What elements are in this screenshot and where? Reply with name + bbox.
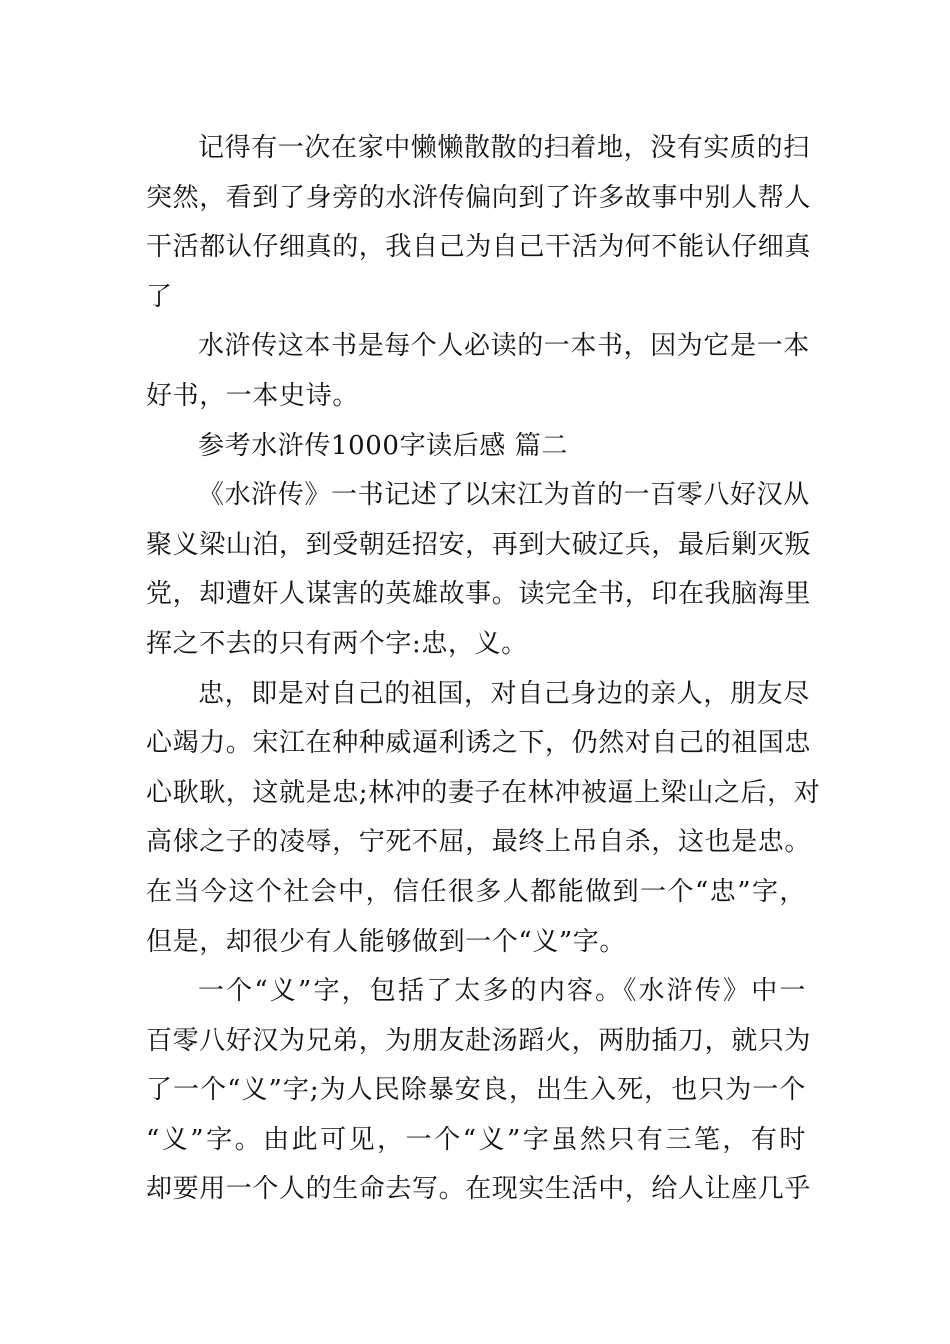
text-line: 心耿耿，这就是忠;林冲的妻子在林冲被逼上梁山之后，对 — [146, 777, 821, 808]
text-line: 党，却遭奸人谋害的英雄故事。读完全书，印在我脑海里 — [146, 579, 812, 610]
text-line: 忠，即是对自己的祖国，对自己身边的亲人，朋友尽 — [198, 678, 810, 709]
text-line: 百零八好汉为兄弟，为朋友赴汤蹈火，两肋插刀，就只为 — [146, 1025, 812, 1056]
text-line: 水浒传这本书是每个人必读的一本书，因为它是一本 — [198, 331, 810, 362]
text-line: 心竭力。宋江在种种威逼利诱之下，仍然对自己的祖国忠 — [146, 728, 812, 759]
text-line: 突然，看到了身旁的水浒传偏向到了许多故事中别人帮人 — [146, 182, 812, 213]
text-line: 记得有一次在家中懒懒散散的扫着地，没有实质的扫 — [198, 133, 810, 163]
document-body — [146, 124, 821, 1215]
text-line: 了 — [146, 281, 173, 312]
text-line: 一个“义”字，包括了太多的内容。《水浒传》中一 — [198, 976, 806, 1007]
text-line: 挥之不去的只有两个字:忠，义。 — [146, 628, 528, 659]
text-line: 干活都认仔细真的，我自己为自己干活为何不能认仔细真 — [146, 232, 812, 263]
text-line: “义”字。由此可见，一个“义”字虽然只有三笔，有时 — [146, 1124, 806, 1155]
text-line: 聚义梁山泊，到受朝廷招安，再到大破辽兵，最后剿灭叛 — [146, 529, 812, 560]
text-line: 好书，一本史诗。 — [146, 380, 359, 411]
text-line: 了一个“义”字;为人民除暴安良，出生入死，也只为一个 — [146, 1075, 806, 1106]
text-line: 在当今这个社会中，信任很多人都能做到一个“忠”字， — [146, 876, 806, 907]
text-line: 却要用一个人的生命去写。在现实生活中，给人让座几乎 — [146, 1174, 812, 1205]
text-line: 高俅之子的凌辱，宁死不屈，最终上吊自杀，这也是忠。 — [146, 827, 812, 858]
text-line: 《水浒传》一书记述了以宋江为首的一百零八好汉从 — [198, 480, 810, 511]
section-heading: 参考水浒传1000字读后感 篇二 — [198, 430, 569, 461]
text-line: 但是，却很少有人能够做到一个“义”字。 — [146, 926, 626, 957]
